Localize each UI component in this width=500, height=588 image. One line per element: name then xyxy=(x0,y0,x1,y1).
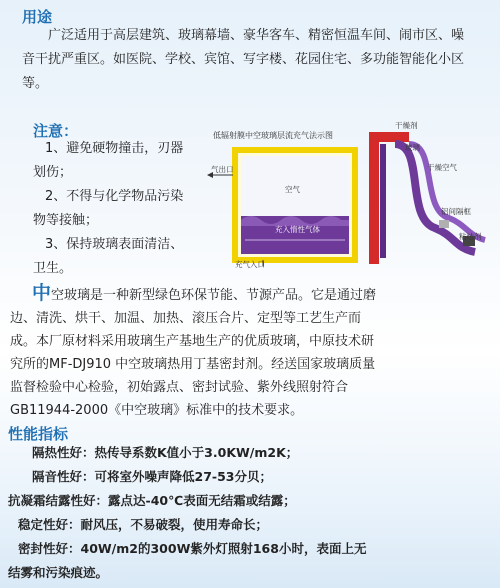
performance-line-5: 密封性好：40W/m2的300W紫外灯照射168小时，表面上无 xyxy=(18,541,367,556)
dry-air-label: 干燥空气 xyxy=(427,163,457,172)
glass-label: 玻璃 xyxy=(405,143,420,152)
intro-line-4: 究所的MF-DJ910 中空玻璃热用丁基密封剂。经送国家玻璃质量 xyxy=(10,357,376,372)
notes-line-2: 划伤； xyxy=(33,165,73,180)
sealant-label: 粘结剂 xyxy=(459,232,482,241)
performance-line-2: 隔音性好：可将室外噪声降低27-53分贝； xyxy=(32,469,272,484)
gas-filling-diagram-title: 低辐射膜中空玻璃层流充气法示图 xyxy=(213,131,333,140)
notes-heading: 注意： xyxy=(33,122,79,140)
intro-line-6: GB11944-2000《中空玻璃》标准中的技术要求。 xyxy=(10,403,304,418)
notes-line-3: 2、不得与化学物品污染 xyxy=(45,189,184,204)
usage-line-2: 音干扰严重区。如医院、学校、宾馆、写字楼、花园住宅、多功能智能化小区 xyxy=(22,52,465,67)
usage-line-1: 广泛适用于高层建筑、玻璃幕墙、豪华客车、精密恒温车间、闹市区、噪 xyxy=(48,28,465,43)
notes-line-1: 1、避免硬物撞击，刃器 xyxy=(45,141,184,156)
intro-line-1 xyxy=(10,282,490,307)
usage-line-3: 等。 xyxy=(22,76,49,91)
usage-text xyxy=(22,24,492,96)
performance-line-4: 稳定性好：耐风压，不易破裂，使用寿命长； xyxy=(18,517,269,532)
glass-section-diagram xyxy=(365,118,495,268)
intro-line-3: 成。本厂原材料采用玻璃生产基地生产的优质玻璃，中原技术研 xyxy=(10,334,375,349)
notes-line-4: 物等接触； xyxy=(33,213,99,228)
inert-gas-label: 充入惰性气体 xyxy=(275,225,320,234)
performance-line-6: 结雾和污染痕迹。 xyxy=(8,565,109,580)
air-label: 空气 xyxy=(285,185,300,194)
notes-line-6: 卫生。 xyxy=(33,261,73,276)
performance-line-3: 抗凝霜结露性好：露点达-40℃表面无结霜或结露； xyxy=(8,493,296,508)
intro-dropcap: 中 xyxy=(32,282,52,304)
performance-list xyxy=(8,441,492,585)
gas-filling-diagram-graphic xyxy=(205,128,365,268)
desiccant-top-label: 干燥剂 xyxy=(395,121,418,130)
notes-line-5: 3、保持玻璃表面清洁、 xyxy=(45,237,184,252)
intro-text xyxy=(10,282,490,422)
gas-inlet-label: 充气入口 xyxy=(235,260,265,269)
usage-heading: 用途 xyxy=(22,8,53,26)
gas-outlet-label: 气出口 xyxy=(211,165,234,174)
aluminum-spacer-label: 铝间隔框 xyxy=(441,207,471,216)
intro-line-1-text: 空玻璃是一种新型绿色环保节能、节源产品。它是通过磨 xyxy=(51,288,377,303)
intro-line-5: 监督检验中心检验，初始露点、密封试验、紫外线照射符合 xyxy=(10,380,349,395)
glass-section-graphic xyxy=(365,118,495,268)
intro-line-2: 边、清洗、烘干、加温、加热、滚压合片、定型等工艺生产而 xyxy=(10,311,362,326)
performance-line-1: 隔热性好：热传导系数K值小于3.0KW/m2K； xyxy=(32,445,299,460)
performance-heading: 性能指标 xyxy=(8,425,69,443)
notes-text xyxy=(33,137,213,281)
gas-filling-diagram xyxy=(205,128,365,268)
